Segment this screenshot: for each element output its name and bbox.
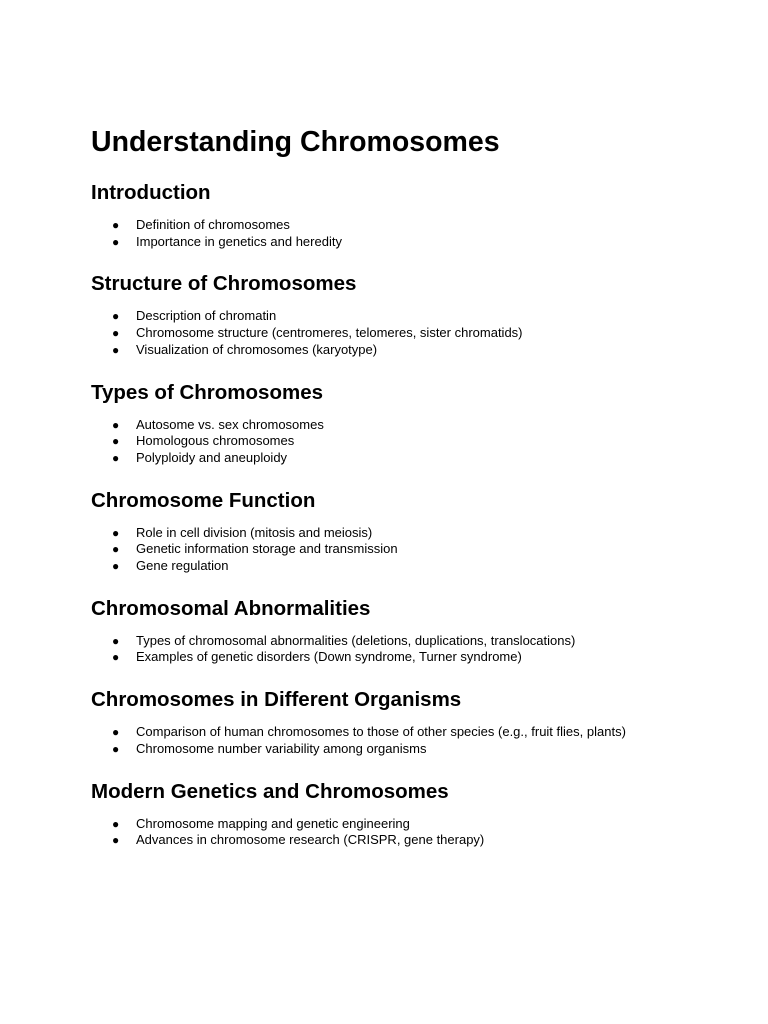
- bullet-icon: ●: [112, 309, 120, 324]
- list-item-text: Role in cell division (mitosis and meiosis): [136, 524, 373, 540]
- bullet-list: [91, 217, 708, 250]
- list-item-text: Types of chromosomal abnormalities (deletions, duplications, translocations): [136, 632, 576, 648]
- list-item: [91, 525, 708, 542]
- list-item-text: Advances in chromosome research (CRISPR, gene therapy): [136, 832, 485, 848]
- bullet-icon: ●: [112, 417, 120, 432]
- section: [91, 488, 708, 575]
- section-heading: Structure of Chromosomes: [91, 272, 357, 296]
- bullet-icon: ●: [112, 741, 120, 756]
- section-heading: Introduction: [91, 181, 211, 204]
- list-item: [91, 633, 708, 650]
- bullet-icon: ●: [112, 434, 120, 449]
- section: [91, 779, 708, 849]
- list-item-text: Comparison of human chromosomes to those of other species (e.g., fruit flies, plants): [136, 724, 626, 740]
- bullet-list: [91, 724, 708, 757]
- document-title: Understanding Chromosomes: [91, 126, 500, 158]
- bullet-icon: ●: [112, 326, 120, 341]
- bullet-list: [91, 308, 708, 358]
- list-item: [91, 325, 708, 342]
- bullet-icon: ●: [112, 633, 120, 648]
- list-item: [91, 741, 708, 758]
- list-item-text: Description of chromatin: [136, 308, 277, 324]
- bullet-list: [91, 417, 708, 467]
- bullet-icon: ●: [112, 542, 120, 557]
- list-item-text: Chromosome number variability among organisms: [136, 740, 427, 756]
- list-item: [91, 433, 708, 450]
- bullet-icon: ●: [112, 342, 120, 357]
- bullet-list: [91, 633, 708, 666]
- list-item: [91, 217, 708, 234]
- list-item-text: Examples of genetic disorders (Down syndrome, Turner syndrome): [136, 649, 522, 665]
- section: [91, 380, 708, 467]
- bullet-icon: ●: [112, 525, 120, 540]
- section-heading: Chromosomal Abnormalities: [91, 596, 371, 620]
- list-item: [91, 649, 708, 666]
- section: [91, 596, 708, 666]
- section-heading: Types of Chromosomes: [91, 380, 323, 404]
- list-item: [91, 816, 708, 833]
- list-item: [91, 724, 708, 741]
- section: [91, 687, 708, 757]
- list-item-text: Polyploidy and aneuploidy: [136, 449, 288, 465]
- list-item-text: Autosome vs. sex chromosomes: [136, 416, 324, 432]
- bullet-icon: ●: [112, 650, 120, 665]
- list-item-text: Genetic information storage and transmission: [136, 541, 398, 557]
- bullet-icon: ●: [112, 218, 120, 232]
- list-item: [91, 417, 708, 434]
- list-item-text: Definition of chromosomes: [136, 217, 290, 232]
- list-item-text: Chromosome structure (centromeres, telomeres, sister chromatids): [136, 325, 523, 341]
- section-heading: Chromosomes in Different Organisms: [91, 688, 462, 712]
- section-heading: Chromosome Function: [91, 488, 316, 512]
- bullet-list: [91, 525, 708, 575]
- list-item-text: Importance in genetics and heredity: [136, 233, 342, 249]
- bullet-icon: ●: [112, 559, 120, 574]
- bullet-list: [91, 816, 708, 849]
- list-item: [91, 541, 708, 558]
- bullet-icon: ●: [112, 725, 120, 740]
- section: [91, 271, 708, 358]
- list-item: [91, 234, 708, 251]
- list-item: [91, 558, 708, 575]
- bullet-icon: ●: [112, 833, 120, 848]
- list-item-text: Chromosome mapping and genetic engineering: [136, 815, 410, 831]
- bullet-icon: ●: [112, 450, 120, 465]
- list-item: [91, 832, 708, 849]
- section: [91, 180, 708, 250]
- bullet-icon: ●: [112, 816, 120, 831]
- list-item: [91, 450, 708, 467]
- document-body: [91, 180, 708, 849]
- list-item-text: Gene regulation: [136, 558, 229, 574]
- section-heading: Modern Genetics and Chromosomes: [91, 779, 449, 803]
- list-item: [91, 342, 708, 359]
- list-item: [91, 308, 708, 325]
- list-item-text: Visualization of chromosomes (karyotype): [136, 341, 378, 357]
- list-item-text: Homologous chromosomes: [136, 433, 295, 449]
- bullet-icon: ●: [112, 234, 120, 249]
